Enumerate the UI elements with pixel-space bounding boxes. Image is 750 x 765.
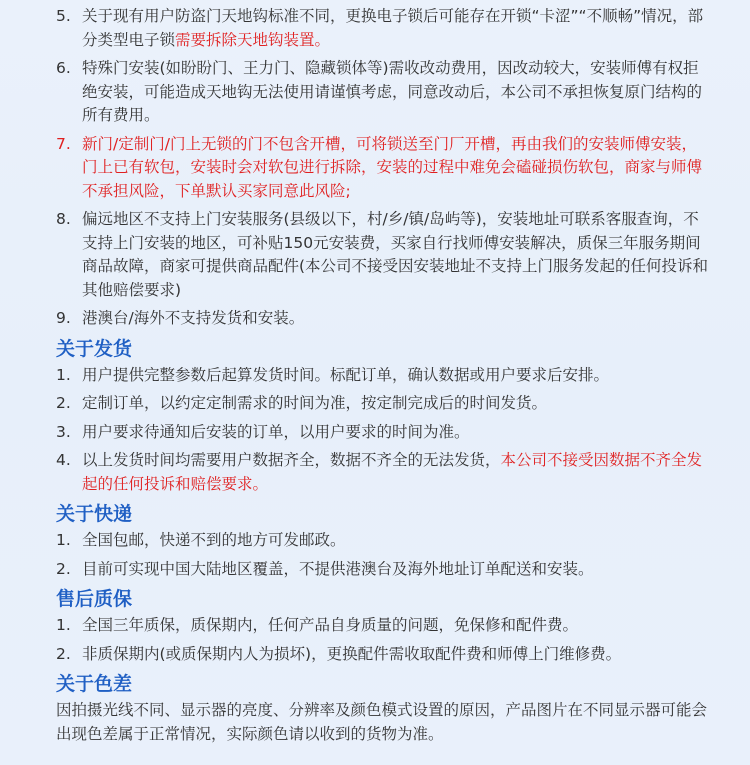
install-note-5 (56, 5, 710, 52)
express-section-title: 关于快递 (56, 503, 133, 525)
shipping-section-title: 关于发货 (56, 337, 133, 360)
aftersale-section-title: 售后质保 (56, 588, 133, 610)
aftersale-item-2 (56, 643, 710, 667)
express-item-1 (56, 529, 710, 553)
shipping-list (56, 364, 710, 497)
item-number: 5. (56, 7, 71, 25)
install-note-9-text: 港澳台/海外不支持发货和安装。 (82, 309, 305, 327)
item-number: 2. (56, 559, 71, 578)
install-note-8-text: 偏远地区不支持上门安装服务(县级以下，村/乡/镇/岛屿等)，安装地址可联系客服查询，不支持上门安装的地区，可补贴150元安装费，买家自行找师傅安装解决，质保三年服务期间商品故障，商家可提供商品配件(本公司不接受因安装地址不支持上门服务发起的任何投诉和其他赔偿要求) (82, 210, 709, 299)
install-note-9 (56, 307, 710, 331)
shipping-item-1-text: 用户提供完整参数后起算发货时间。标配订单，确认数据或用户要求后安排。 (82, 365, 610, 384)
item-number: 4. (56, 451, 71, 469)
aftersale-list (56, 614, 710, 666)
install-note-5-warning: 需要拆除天地钩装置。 (175, 30, 331, 49)
item-number: 1. (56, 531, 71, 549)
shipping-item-3-text: 用户要求待通知后安装的订单，以用户要求的时间为准。 (82, 422, 470, 441)
shipping-item-4-text: 以上发货时间均需要用户数据齐全，数据不齐全的无法发货， (82, 451, 501, 469)
express-item-2 (56, 558, 710, 582)
installation-notes-list (56, 0, 710, 331)
shipping-item-2-text: 定制订单，以约定定制需求的时间为准，按定制完成后的时间发货。 (82, 394, 548, 412)
shipping-item-2 (56, 392, 710, 416)
item-number: 9. (56, 309, 71, 327)
install-note-7-text: 新门/定制门/门上无锁的门不包含开槽，可将锁送至门厂开槽，再由我们的安装师傅安装，门上已有软包，安装时会对软包进行拆除，安装的过程中难免会磕碰损伤软包，商家与师傅不承担风险，下单默认买家同意此风险; (82, 134, 703, 200)
item-number: 6. (56, 59, 71, 77)
item-number: 3. (56, 422, 71, 441)
item-number: 8. (56, 210, 71, 228)
aftersale-item-2-text: 非质保期内(或质保期内人为损坏)，更换配件需收取配件费和师傅上门维修费。 (82, 644, 622, 663)
install-note-6 (56, 57, 710, 128)
express-item-1-text: 全国包邮，快递不到的地方可发邮政。 (82, 531, 346, 549)
shipping-item-1 (56, 364, 710, 388)
color-section-text: 因拍摄光线不同、显示器的亮度、分辨率及颜色模式设置的原因，产品图片在不同显示器可能会出现色差属于正常情况，实际颜色请以收到的货物为准。 (56, 701, 708, 743)
install-note-5-text: 关于现有用户防盗门天地钩标准不同，更换电子锁后可能存在开锁“卡涩”“不顺畅”情况，部分类型电子锁 (82, 7, 704, 49)
item-number: 1. (56, 365, 71, 384)
express-list (56, 529, 710, 581)
install-note-6-text: 特殊门安装(如盼盼门、王力门、隐藏锁体等)需收改动费用，因改动较大，安装师傅有权拒绝安装，可能造成天地钩无法使用请谨慎考虑，同意改动后，本公司不承担恢复原门结构的所有费用。 (82, 59, 703, 124)
shipping-item-4 (56, 449, 710, 496)
aftersale-item-1-text: 全国三年质保，质保期内，任何产品自身质量的问题，免保修和配件费。 (82, 616, 579, 634)
item-number: 2. (56, 644, 71, 663)
shipping-item-4-warning: 本公司不接受因数据不齐全发起的任何投诉和赔偿要求。 (82, 451, 703, 493)
install-note-8 (56, 208, 710, 302)
install-note-7 (56, 133, 710, 204)
item-number: 1. (56, 616, 71, 634)
item-number: 7. (56, 134, 71, 153)
aftersale-item-1 (56, 614, 710, 638)
express-item-2-text: 目前可实现中国大陆地区覆盖，不提供港澳台及海外地址订单配送和安装。 (82, 559, 594, 578)
item-number: 2. (56, 394, 71, 412)
color-section-title: 关于色差 (56, 673, 133, 695)
shipping-item-3 (56, 421, 710, 445)
